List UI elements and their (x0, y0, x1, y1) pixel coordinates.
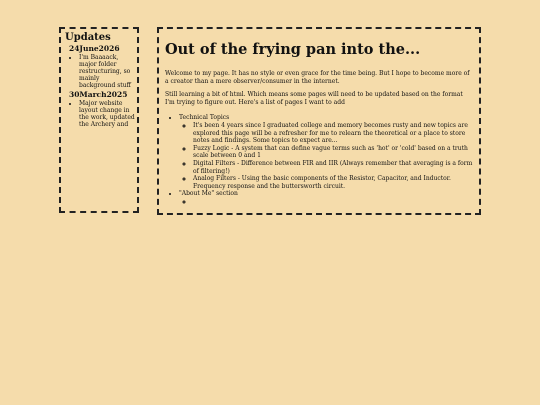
main-content (157, 27, 481, 215)
list-item: ◦ Analog Filters - Using the basic components of the Resistor, Capacitor, and Inductor. Frequency response and the buttersworth circuit. (193, 175, 473, 190)
update-item: • I'm Baaaack, major folder restructuring, so mainly background stuff (79, 54, 137, 89)
page-title: Out of the frying pan into the... (165, 41, 421, 58)
pages-list (165, 114, 473, 205)
list-item: ◦ Digital Filters - Difference between FIR and IIR (Always remember that averaging is a form of filtering!) (193, 160, 473, 175)
technical-topics-sublist (179, 122, 473, 190)
update-list (65, 100, 137, 128)
about-me-label: "About Me" section (179, 190, 238, 198)
updates-heading: Updates (65, 32, 111, 43)
update-date: 30March2025 (69, 90, 128, 99)
intro-paragraph: Welcome to my page. It has no style or even grace for the time being. But I hope to become more of a creator than a mere observer/consumer in the internet. (165, 70, 470, 85)
updates-sidebar (59, 27, 139, 213)
update-item: • Major website layout change in the work, updated the Archery and (79, 100, 137, 128)
list-item-technical-topics (179, 114, 473, 190)
list-item (193, 198, 473, 206)
update-date: 24June2026 (69, 44, 120, 53)
list-item: ◦ Fuzzy Logic - A system that can define vague terms such as 'hot' or 'cold' based on a truth scale between 0 and 1 (193, 145, 473, 160)
list-item: ◦ It's been 4 years since I graduated college and memory becomes rusty and new topics are explored this page will be a refresher for me to relearn the theoretical or a place to store notes and findings. Some topics to expect are... (193, 122, 473, 145)
list-item-about-me (179, 190, 473, 205)
technical-topics-label: Technical Topics (179, 114, 230, 122)
about-me-sublist (179, 198, 473, 206)
learning-paragraph: Still learning a bit of html. Which means some pages will need to be updated based on the format I'm trying to figure out. Here's a list of pages I want to add (165, 91, 463, 106)
update-list (65, 54, 137, 89)
